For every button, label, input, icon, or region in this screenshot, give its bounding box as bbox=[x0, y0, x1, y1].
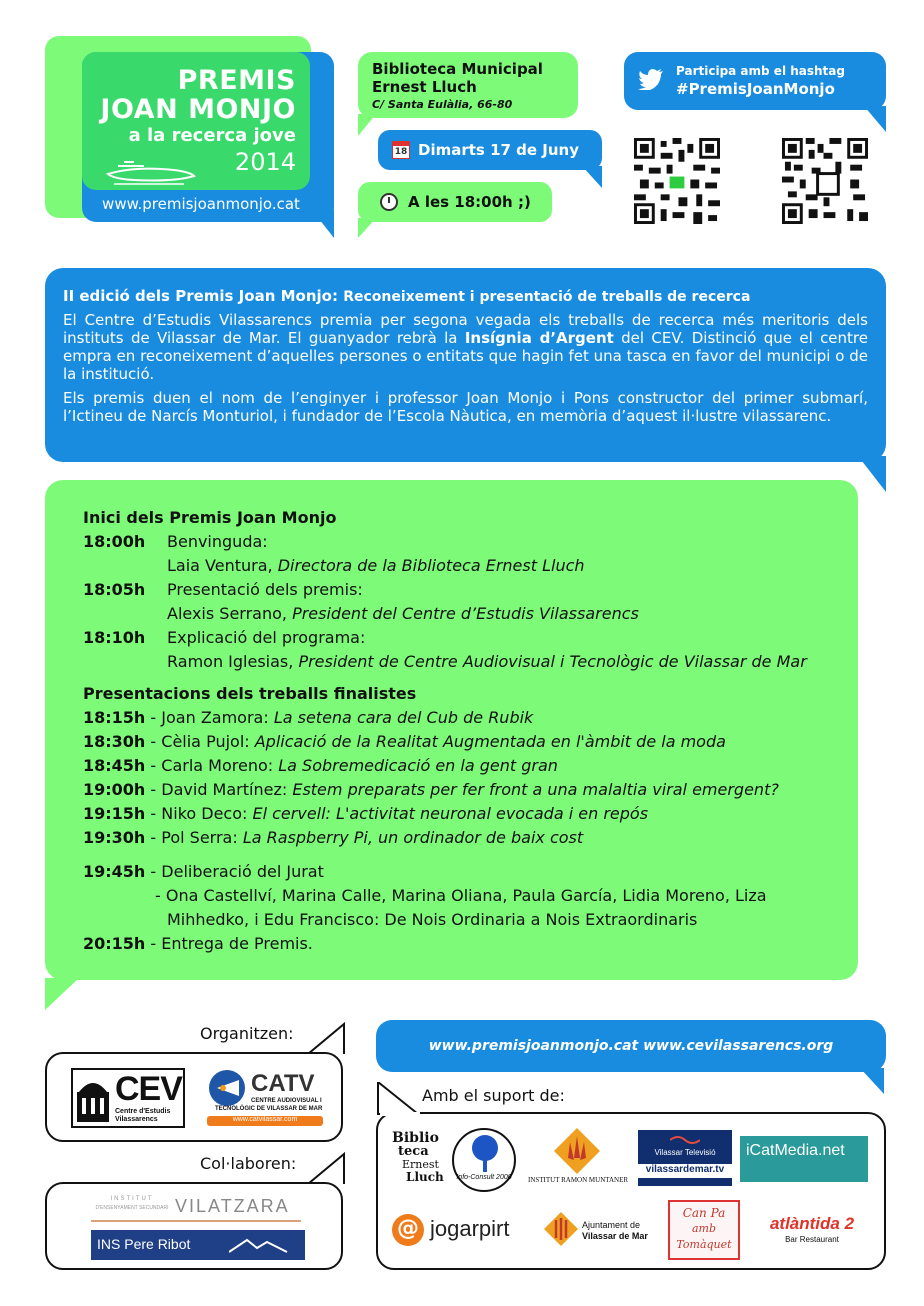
atlantida-subtitle: Bar Restaurant bbox=[785, 1235, 839, 1244]
event-date: Dimarts 17 de Juny bbox=[418, 141, 580, 159]
speaker-name: Ramon Iglesias, bbox=[167, 652, 299, 671]
tree-icon bbox=[466, 1134, 504, 1174]
schedule-time: 18:00h bbox=[83, 532, 146, 551]
clock-icon bbox=[380, 193, 398, 211]
finalist-name: - Cèlia Pujol: bbox=[145, 732, 255, 751]
schedule-item bbox=[83, 626, 858, 650]
websites-bubble[interactable]: www.premisjoanmonjo.cat www.cevilassarencs.org bbox=[376, 1020, 886, 1072]
organizers-box bbox=[45, 1052, 343, 1142]
finalist-item bbox=[83, 802, 858, 826]
schedule-title: Explicació del programa: bbox=[167, 628, 366, 647]
vilassar-tv-url: vilassardemar.tv bbox=[638, 1164, 732, 1178]
program-section-heading: Presentacions dels treballs finalistes bbox=[83, 684, 417, 703]
cev-logo[interactable] bbox=[71, 1068, 185, 1128]
finalist-item bbox=[83, 826, 858, 850]
collaborators-label: Col·laboren: bbox=[200, 1154, 297, 1173]
catv-logo-url: www.catvilassar.com bbox=[207, 1116, 323, 1126]
cev-logo-subtitle-1: Centre d'Estudis bbox=[115, 1108, 171, 1115]
intro-paragraph-1 bbox=[63, 311, 868, 383]
schedule-time: 18:30h bbox=[83, 732, 146, 751]
websites-bubble-tail bbox=[860, 1068, 884, 1094]
jury-line-1: - Ona Castellví, Marina Calle, Marina Oliana, Paula García, Lidia Moreno, Liza bbox=[155, 886, 767, 905]
title-line-3: a la recerca jove bbox=[128, 125, 296, 146]
pere-ribot-logo[interactable] bbox=[91, 1230, 305, 1260]
finalist-work: La Sobremedicació en la gent gran bbox=[278, 756, 558, 775]
title-website-link[interactable]: www.premisjoanmonjo.cat bbox=[102, 195, 300, 213]
finalist-item bbox=[83, 778, 858, 802]
submarine-icon bbox=[104, 152, 198, 186]
collaborators-box bbox=[45, 1182, 343, 1270]
title-year: 2014 bbox=[234, 148, 296, 176]
hashtag-bubble-tail bbox=[864, 106, 886, 132]
hashtag-text[interactable]: #PremisJoanMonjo bbox=[676, 80, 835, 98]
biblioteca-logo-line-1: Biblio bbox=[392, 1130, 439, 1146]
deliberation-item bbox=[83, 860, 858, 884]
venue-bubble bbox=[358, 52, 578, 118]
speaker-name: Alexis Serrano, bbox=[167, 604, 293, 623]
date-bubble bbox=[378, 130, 602, 170]
finalist-work: El cervell: L'activitat neuronal evocada i en repós bbox=[252, 804, 649, 823]
catv-logo[interactable] bbox=[207, 1068, 325, 1130]
awards-item bbox=[83, 932, 858, 956]
collaborators-bubble-tail bbox=[306, 1152, 346, 1186]
jogarpirt-text: jogarpirt bbox=[430, 1216, 510, 1241]
time-bubble bbox=[358, 182, 552, 222]
venue-name-line-1: Biblioteca Municipal bbox=[372, 60, 543, 78]
vilatzara-name: VILATZARA bbox=[175, 1196, 290, 1216]
venue-name-line-2: Ernest Lluch bbox=[372, 78, 477, 96]
vilatzara-logo[interactable] bbox=[91, 1194, 301, 1224]
organizers-bubble-tail bbox=[306, 1022, 346, 1056]
cev-logo-subtitle-2: Vilassarencs bbox=[115, 1116, 158, 1123]
qr-code-icon[interactable] bbox=[634, 138, 720, 224]
can-pa-logo[interactable] bbox=[668, 1200, 740, 1260]
finalist-item bbox=[83, 706, 858, 730]
speaker-name: Laia Ventura, bbox=[167, 556, 278, 575]
schedule-time: 19:00h bbox=[83, 780, 146, 799]
vilassar-tv-logo[interactable] bbox=[638, 1130, 732, 1186]
schedule-time: 18:15h bbox=[83, 708, 146, 727]
hashtag-intro: Participa amb el hashtag bbox=[676, 64, 845, 78]
finalist-work: Estem preparats per fer front a una malaltia viral emergent? bbox=[292, 780, 779, 799]
intro-panel-tail bbox=[858, 456, 886, 492]
atlantida-logo[interactable] bbox=[760, 1214, 864, 1248]
schedule-time: 19:30h bbox=[83, 828, 146, 847]
flame-diamond-icon bbox=[554, 1128, 600, 1174]
venue-bubble-tail bbox=[358, 114, 376, 136]
biblioteca-logo-line-4: Lluch bbox=[406, 1170, 444, 1184]
finalist-name: - Niko Deco: bbox=[145, 804, 253, 823]
organizers-label: Organitzen: bbox=[200, 1024, 294, 1043]
vilatzara-underline bbox=[91, 1220, 301, 1222]
supporters-label: Amb el suport de: bbox=[422, 1086, 565, 1105]
can-pa-line-1: Can Pa bbox=[682, 1206, 726, 1220]
intro-title: II edició dels Premis Joan Monjo: bbox=[63, 287, 338, 305]
wave-icon bbox=[670, 1134, 700, 1146]
speaker-role: President del Centre d’Estudis Vilassarencs bbox=[292, 604, 639, 623]
infoconsult-logo[interactable] bbox=[452, 1128, 516, 1192]
schedule-speaker bbox=[83, 602, 858, 626]
schedule-title: Benvinguda: bbox=[167, 532, 268, 551]
jury-line-2: Mihhedko, i Edu Francisco: De Nois Ordinaria a Nois Extraordinaris bbox=[167, 910, 698, 929]
can-pa-line-3: Tomàquet bbox=[676, 1238, 732, 1251]
schedule-time: 18:10h bbox=[83, 628, 146, 647]
icatmedia-logo[interactable] bbox=[740, 1136, 868, 1182]
intro-paragraph-1-end: del CEV. Distinció que el centre empra en reconeixement d’aquelles persones o entitats que hagin fet una tasca en favor del municipi o de la institució. bbox=[63, 329, 868, 383]
biblioteca-logo[interactable] bbox=[392, 1130, 444, 1188]
biblioteca-logo-line-3: Ernest bbox=[402, 1158, 439, 1171]
intro-paragraph-2: Els premis duen el nom de l’enginyer i professor Joan Monjo i Pons constructor del primer submarí, l’Ictineu de Narcís Monturiol, i fundador de l’Escola Nàutica, en memòria d’aquest il·lustre vilassarenc. bbox=[63, 389, 868, 425]
title-line-1: PREMIS bbox=[177, 65, 296, 96]
qr-code-icon[interactable] bbox=[782, 138, 868, 224]
ajuntament-logo[interactable] bbox=[544, 1212, 648, 1248]
twitter-bird-icon bbox=[638, 68, 664, 90]
pere-ribot-name: INS Pere Ribot bbox=[97, 1236, 191, 1252]
intro-heading bbox=[63, 286, 868, 307]
ajuntament-line-1: Ajuntament de bbox=[582, 1220, 641, 1230]
finalist-name: - Pol Serra: bbox=[145, 828, 243, 847]
schedule-time: 18:05h bbox=[83, 580, 146, 599]
insignia-highlight: Insígnia d’Argent bbox=[464, 329, 614, 347]
intro-subtitle: Reconeixement i presentació de treballs de recerca bbox=[343, 289, 751, 305]
program-panel-tail bbox=[45, 978, 79, 1010]
schedule-time: 18:45h bbox=[83, 756, 146, 775]
vilatzara-prefix-1: INSTITUT bbox=[110, 1196, 154, 1202]
can-pa-line-2: amb bbox=[691, 1222, 717, 1235]
schedule-title: Presentació dels premis: bbox=[167, 580, 363, 599]
at-sign-icon: @ bbox=[392, 1214, 424, 1246]
building-icon bbox=[75, 1074, 111, 1124]
intro-paragraph-1-text: El Centre d’Estudis Vilassarencs premia per segona vegada els treballs de recerca més meritoris dels instituts de Vilassar de Mar. El guanyador rebrà la bbox=[63, 311, 868, 347]
speaker-role: Directora de la Biblioteca Ernest Lluch bbox=[277, 556, 585, 575]
supporters-bubble-tail bbox=[376, 1082, 420, 1116]
atlantida-name: atlàntida 2 bbox=[769, 1214, 855, 1233]
ramon-muntaner-logo[interactable] bbox=[524, 1128, 632, 1190]
calendar-icon: 18 bbox=[392, 141, 410, 159]
vilatzara-prefix-2: D'ENSENYAMENT SECUNDARI bbox=[95, 1205, 169, 1211]
vilassar-tv-name: Vilassar Televisió bbox=[654, 1148, 716, 1157]
schedule-item bbox=[83, 578, 858, 602]
schedule-time: 19:45h bbox=[83, 862, 146, 881]
icatmedia-text: iCatMedia.net bbox=[746, 1142, 845, 1159]
finalist-work: Aplicació de la Realitat Augmentada en l'àmbit de la moda bbox=[254, 732, 726, 751]
catv-emblem-icon bbox=[207, 1068, 247, 1108]
infoconsult-text: Info-Consult 2000 bbox=[456, 1174, 512, 1181]
finalist-name: - Carla Moreno: bbox=[145, 756, 279, 775]
title-line-2: JOAN MONJO bbox=[100, 94, 296, 125]
schedule-speaker bbox=[83, 554, 858, 578]
biblioteca-logo-line-2: teca bbox=[398, 1144, 429, 1159]
deliberation-label: - Deliberació del Jurat bbox=[145, 862, 324, 881]
ramon-muntaner-text: INSTITUT RAMON MUNTANER bbox=[527, 1176, 629, 1184]
finalist-work: La setena cara del Cub de Rubik bbox=[273, 708, 534, 727]
ajuntament-line-2: Vilassar de Mar bbox=[582, 1231, 648, 1241]
intro-panel bbox=[45, 268, 886, 462]
schedule-time: 19:15h bbox=[83, 804, 146, 823]
awards-label: - Entrega de Premis. bbox=[145, 934, 313, 953]
venue-address: C/ Santa Eulàlia, 66-80 bbox=[372, 98, 513, 111]
finalist-work: La Raspberry Pi, un ordinador de baix cost bbox=[242, 828, 584, 847]
cev-logo-text: CEV bbox=[115, 1070, 182, 1108]
title-bubble-tail bbox=[312, 210, 334, 238]
finalist-name: - Joan Zamora: bbox=[145, 708, 274, 727]
speaker-role: President de Centre Audiovisual i Tecnològic de Vilassar de Mar bbox=[298, 652, 807, 671]
finalist-name: - David Martínez: bbox=[145, 780, 293, 799]
schedule-item bbox=[83, 530, 858, 554]
schedule-time: 20:15h bbox=[83, 934, 146, 953]
finalist-item bbox=[83, 730, 858, 754]
catv-logo-subtitle-1: CENTRE AUDIOVISUAL I bbox=[251, 1098, 322, 1104]
finalist-item bbox=[83, 754, 858, 778]
date-bubble-tail bbox=[582, 166, 602, 188]
event-time: A les 18:00h ;) bbox=[408, 193, 531, 211]
schedule-speaker bbox=[83, 650, 858, 674]
catv-logo-text: CATV bbox=[251, 1070, 315, 1097]
program-panel bbox=[45, 480, 858, 980]
mountain-icon bbox=[229, 1236, 289, 1254]
catv-logo-subtitle-2: TECNOLÒGIC DE VILASSAR DE MAR bbox=[215, 1106, 323, 1112]
coat-of-arms-icon bbox=[544, 1212, 578, 1246]
time-bubble-tail bbox=[358, 218, 376, 238]
jogarpirt-logo[interactable] bbox=[392, 1212, 522, 1248]
program-section-heading: Inici dels Premis Joan Monjo bbox=[83, 508, 337, 527]
